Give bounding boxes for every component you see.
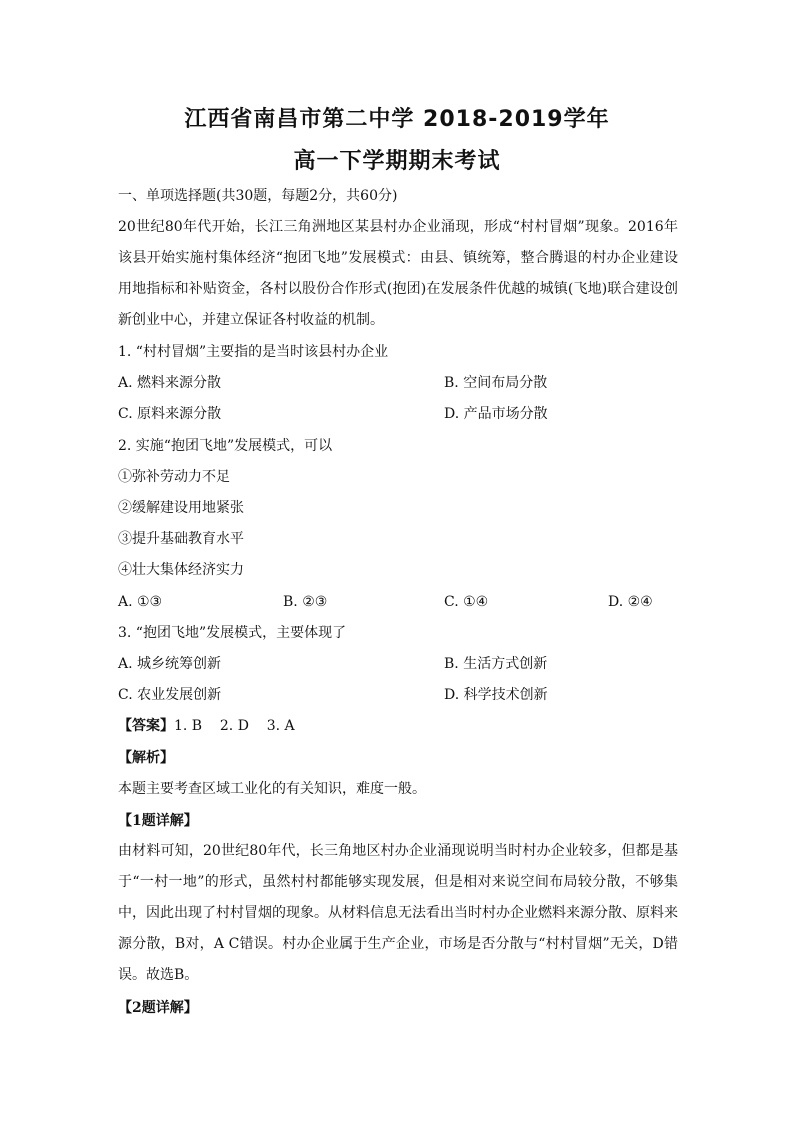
answer-label: 【答案】 <box>118 718 174 734</box>
question-3-option-c: C. 农业发展创新 <box>118 687 222 703</box>
detail-2-heading: 【2题详解】 <box>118 1000 198 1016</box>
question-2-stem: 2. 实施“抱团飞地”发展模式，可以 <box>118 438 333 454</box>
answer-line <box>118 716 295 736</box>
question-2-item-4: ④壮大集体经济实力 <box>118 562 244 578</box>
section-heading: 一、单项选择题(共30题，每题2分，共60分) <box>118 188 398 204</box>
question-2-item-1: ①弥补劳动力不足 <box>118 469 230 485</box>
question-3-option-b: B. 生活方式创新 <box>444 656 548 672</box>
analysis-heading: 【解析】 <box>118 750 174 766</box>
question-3-stem: 3. “抱团飞地”发展模式，主要体现了 <box>118 625 347 641</box>
question-1-option-a: A. 燃料来源分散 <box>118 375 222 391</box>
question-2-item-2: ②缓解建设用地紧张 <box>118 500 244 516</box>
detail-1-text: 由材料可知，20世纪80年代，长三角地区村办企业涌现说明当时村办企业较多，但都是基于“一村一地”的形式，虽然村村都能够实现发展，但是相对来说空间布局较分散，不够集中，因此出现了村村冒烟的现象。从材料信息无法看出当时村办企业燃料来源分散、原料来源分散，B对，A C错误。村办企业属于生产企业，市场是否分散与“村村冒烟”无关，D错误。故选B。 <box>118 843 678 983</box>
question-2-item-3: ③提升基础教育水平 <box>118 531 244 547</box>
question-2-option-c: C. ①④ <box>444 594 489 610</box>
question-1-option-b: B. 空间布局分散 <box>444 375 548 391</box>
question-2-option-b: B. ②③ <box>283 594 328 610</box>
document-title-line2: 高一下学期期末考试 <box>293 149 501 174</box>
question-2-option-d: D. ②④ <box>608 594 653 610</box>
question-3-option-d: D. 科学技术创新 <box>444 687 548 703</box>
question-3-option-a: A. 城乡统筹创新 <box>118 656 222 672</box>
answer-text: 1. B 2. D 3. A <box>174 718 295 734</box>
analysis-text: 本题主要考查区域工业化的有关知识，难度一般。 <box>118 781 426 797</box>
detail-1-heading: 【1题详解】 <box>118 813 198 829</box>
question-2-option-a: A. ①③ <box>118 594 163 610</box>
question-1-option-d: D. 产品市场分散 <box>444 406 548 422</box>
material-paragraph: 20世纪80年代开始，长江三角洲地区某县村办企业涌现，形成“村村冒烟”现象。2016年该县开始实施村集体经济“抱团飞地”发展模式：由县、镇统筹，整合腾退的村办企业建设用地指标和补贴资金，各村以股份合作形式(抱团)在发展条件优越的城镇(飞地)联合建设创新创业中心，并建立保证各村收益的机制。 <box>118 219 678 328</box>
question-1-option-c: C. 原料来源分散 <box>118 406 222 422</box>
document-title-line1: 江西省南昌市第二中学 2018-2019学年 <box>184 107 610 132</box>
question-1-stem: 1. “村村冒烟”主要指的是当时该县村办企业 <box>118 344 389 360</box>
